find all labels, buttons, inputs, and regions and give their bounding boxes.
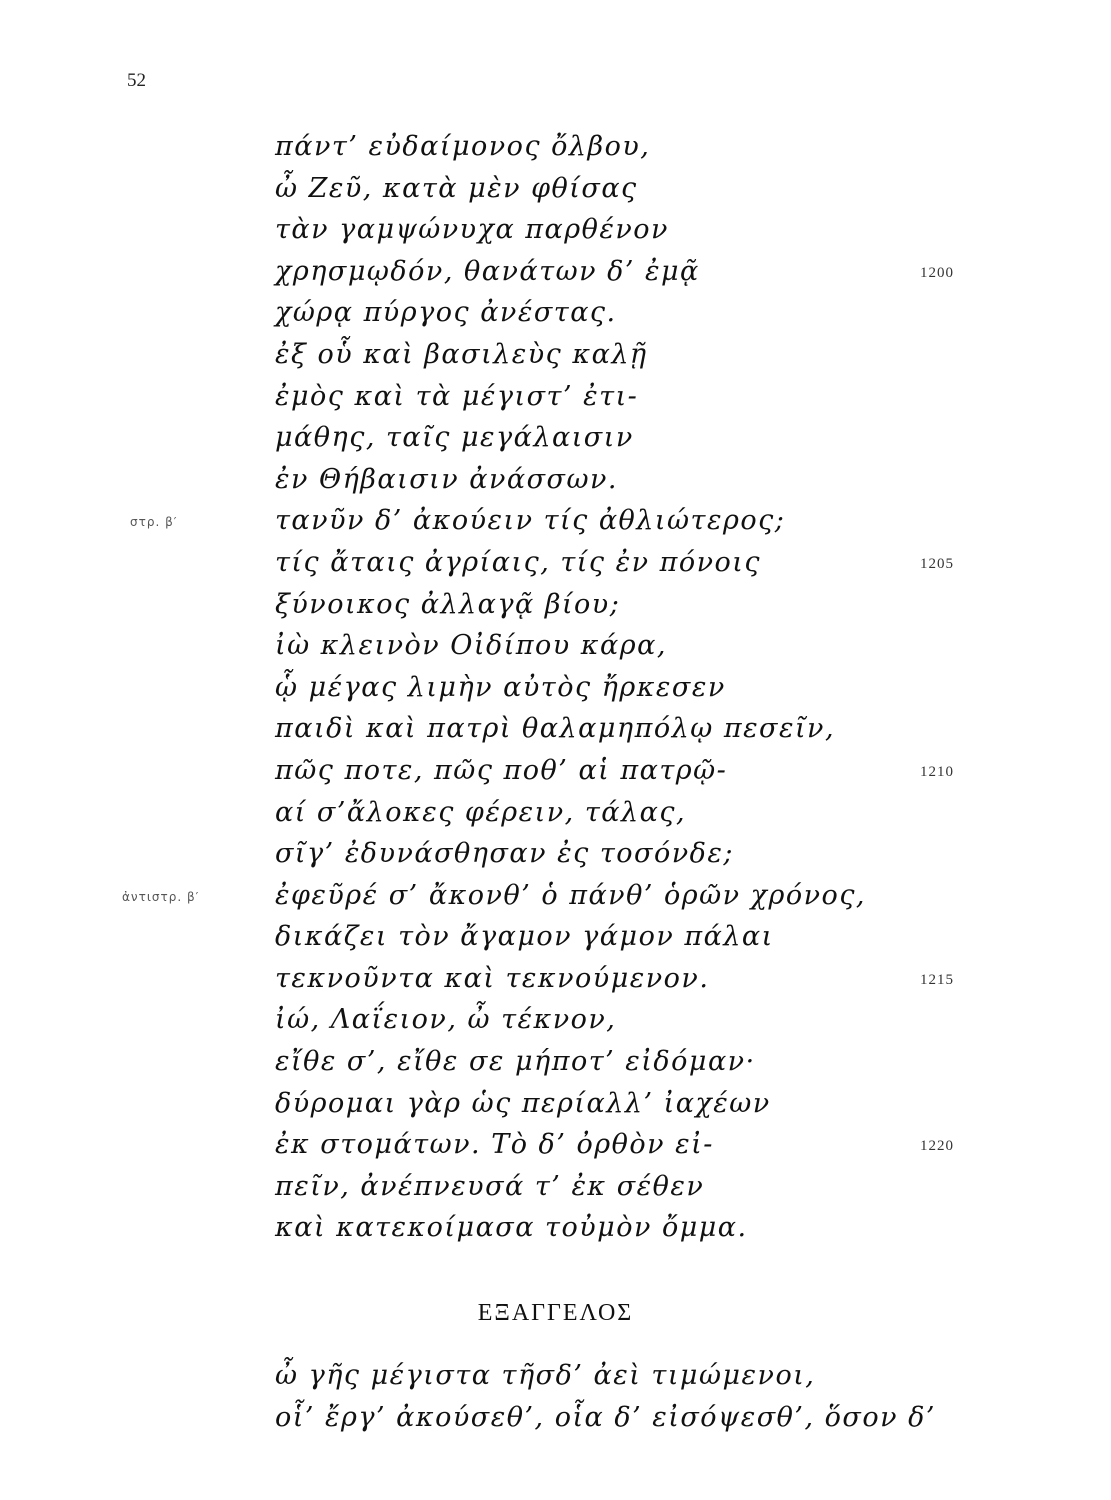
verse-text: τίς ἄταις ἀγρίαις, τίς ἐν πόνοις <box>275 546 761 578</box>
verse-line <box>0 1207 1111 1249</box>
verse-line <box>0 1166 1111 1208</box>
verse-text: σῖγ’ ἐδυνάσθησαν ἐς τοσόνδε; <box>275 838 734 870</box>
verse-text: δύρομαι γὰρ ὡς περίαλλ’ ἰαχέων <box>275 1087 771 1119</box>
verse-text: τανῦν δ’ ἀκούειν τίς ἀθλιώτερος; <box>275 505 786 537</box>
verse-line <box>0 999 1111 1041</box>
verse-text: ἐφεῦρέ σ’ ἄκονθ’ ὁ πάνθ’ ὁρῶν χρόνος, <box>275 879 867 911</box>
strophe-marker: στρ. β′ <box>130 515 178 530</box>
verse-line <box>0 542 1111 584</box>
verse-line <box>0 875 1111 917</box>
verse-line <box>0 708 1111 750</box>
line-number: 1210 <box>920 763 954 780</box>
verse-text: πάντ’ εὐδαίμονος ὄλβου, <box>275 131 651 162</box>
verse-text: πεῖν, ἀνέπνευσά τ’ ἐκ σέθεν <box>275 1170 705 1202</box>
verse-text: ξύνοικος ἀλλαγᾷ βίου; <box>275 588 621 620</box>
verse-line <box>0 584 1111 626</box>
line-number: 1200 <box>920 264 954 281</box>
choral-ode-verse-block <box>0 126 1111 1249</box>
verse-text: ᾧ μέγας λιμὴν αὐτὸς ἤρκεσεν <box>275 671 726 703</box>
speech-text: οἷ’ ἔργ’ ἀκούσεθ’, οἷα δ’ εἰσόψεσθ’, ὅσον δ’ <box>275 1402 936 1433</box>
verse-text: χώρᾳ πύργος ἀνέστας. <box>275 297 617 329</box>
verse-text: δικάζει τὸν ἄγαμον γάμον πάλαι <box>275 921 774 953</box>
verse-text: παιδὶ καὶ πατρὶ θαλαμηπόλῳ πεσεῖν, <box>275 713 836 745</box>
verse-line <box>0 334 1111 376</box>
verse-line <box>0 168 1111 210</box>
verse-line <box>0 500 1111 542</box>
verse-text: ὦ Ζεῦ, κατὰ μὲν φθίσας <box>275 172 638 204</box>
speaker-heading: ΕΞΑΓΓΕΛΟΣ <box>477 1300 634 1326</box>
line-number: 1205 <box>920 555 954 572</box>
verse-text: εἴθε σ’, εἴθε σε μήποτ’ εἰδόμαν· <box>275 1046 756 1078</box>
verse-text: ἐκ στομάτων. Τὸ δ’ ὀρθὸν εἰ- <box>275 1129 714 1161</box>
verse-line <box>0 126 1111 168</box>
verse-line <box>0 1083 1111 1125</box>
verse-line <box>0 958 1111 1000</box>
verse-line <box>0 625 1111 667</box>
speech-line <box>0 1397 1111 1439</box>
verse-text: αί σ’ἄλοκες φέρειν, τάλας, <box>275 796 687 828</box>
verse-line <box>0 292 1111 334</box>
page-number: 52 <box>127 70 146 91</box>
speech-text: ὦ γῆς μέγιστα τῆσδ’ ἀεὶ τιμώμενοι, <box>275 1360 816 1391</box>
verse-line <box>0 916 1111 958</box>
verse-line <box>0 417 1111 459</box>
strophe-marker: ἀντιστρ. β′ <box>122 889 200 904</box>
verse-line <box>0 251 1111 293</box>
verse-text: ἰὼ κλεινὸν Οἰδίπου κάρα, <box>275 630 667 662</box>
verse-line <box>0 750 1111 792</box>
verse-text: τὰν γαμψώνυχα παρθένον <box>275 214 669 246</box>
verse-text: τεκνοῦντα καὶ τεκνούμενον. <box>275 962 710 994</box>
messenger-speech-block <box>0 1355 1111 1439</box>
verse-line <box>0 833 1111 875</box>
verse-line <box>0 209 1111 251</box>
verse-line <box>0 376 1111 418</box>
verse-line <box>0 667 1111 709</box>
verse-text: ἐμὸς καὶ τὰ μέγιστ’ ἐτι- <box>275 380 639 412</box>
verse-text: χρησμῳδόν, θανάτων δ’ ἐμᾷ <box>275 255 700 287</box>
speech-line <box>0 1355 1111 1397</box>
verse-line <box>0 459 1111 501</box>
verse-line <box>0 792 1111 834</box>
verse-text: πῶς ποτε, πῶς ποθ’ αἱ πατρῷ- <box>275 754 728 786</box>
verse-text: καὶ κατεκοίμασα τοὐμὸν ὄμμα. <box>275 1212 748 1244</box>
verse-text: ἰώ, Λαΐειον, ὦ τέκνον, <box>275 1004 617 1036</box>
verse-text: ἐν Θήβαισιν ἀνάσσων. <box>275 463 618 495</box>
line-number: 1220 <box>920 1138 954 1155</box>
verse-text: ἐξ οὗ καὶ βασιλεὺς καλῇ <box>275 338 648 370</box>
verse-line <box>0 1041 1111 1083</box>
verse-line <box>0 1124 1111 1166</box>
verse-text: μάθης, ταῖς μεγάλαισιν <box>275 422 634 454</box>
line-number: 1215 <box>920 971 954 988</box>
